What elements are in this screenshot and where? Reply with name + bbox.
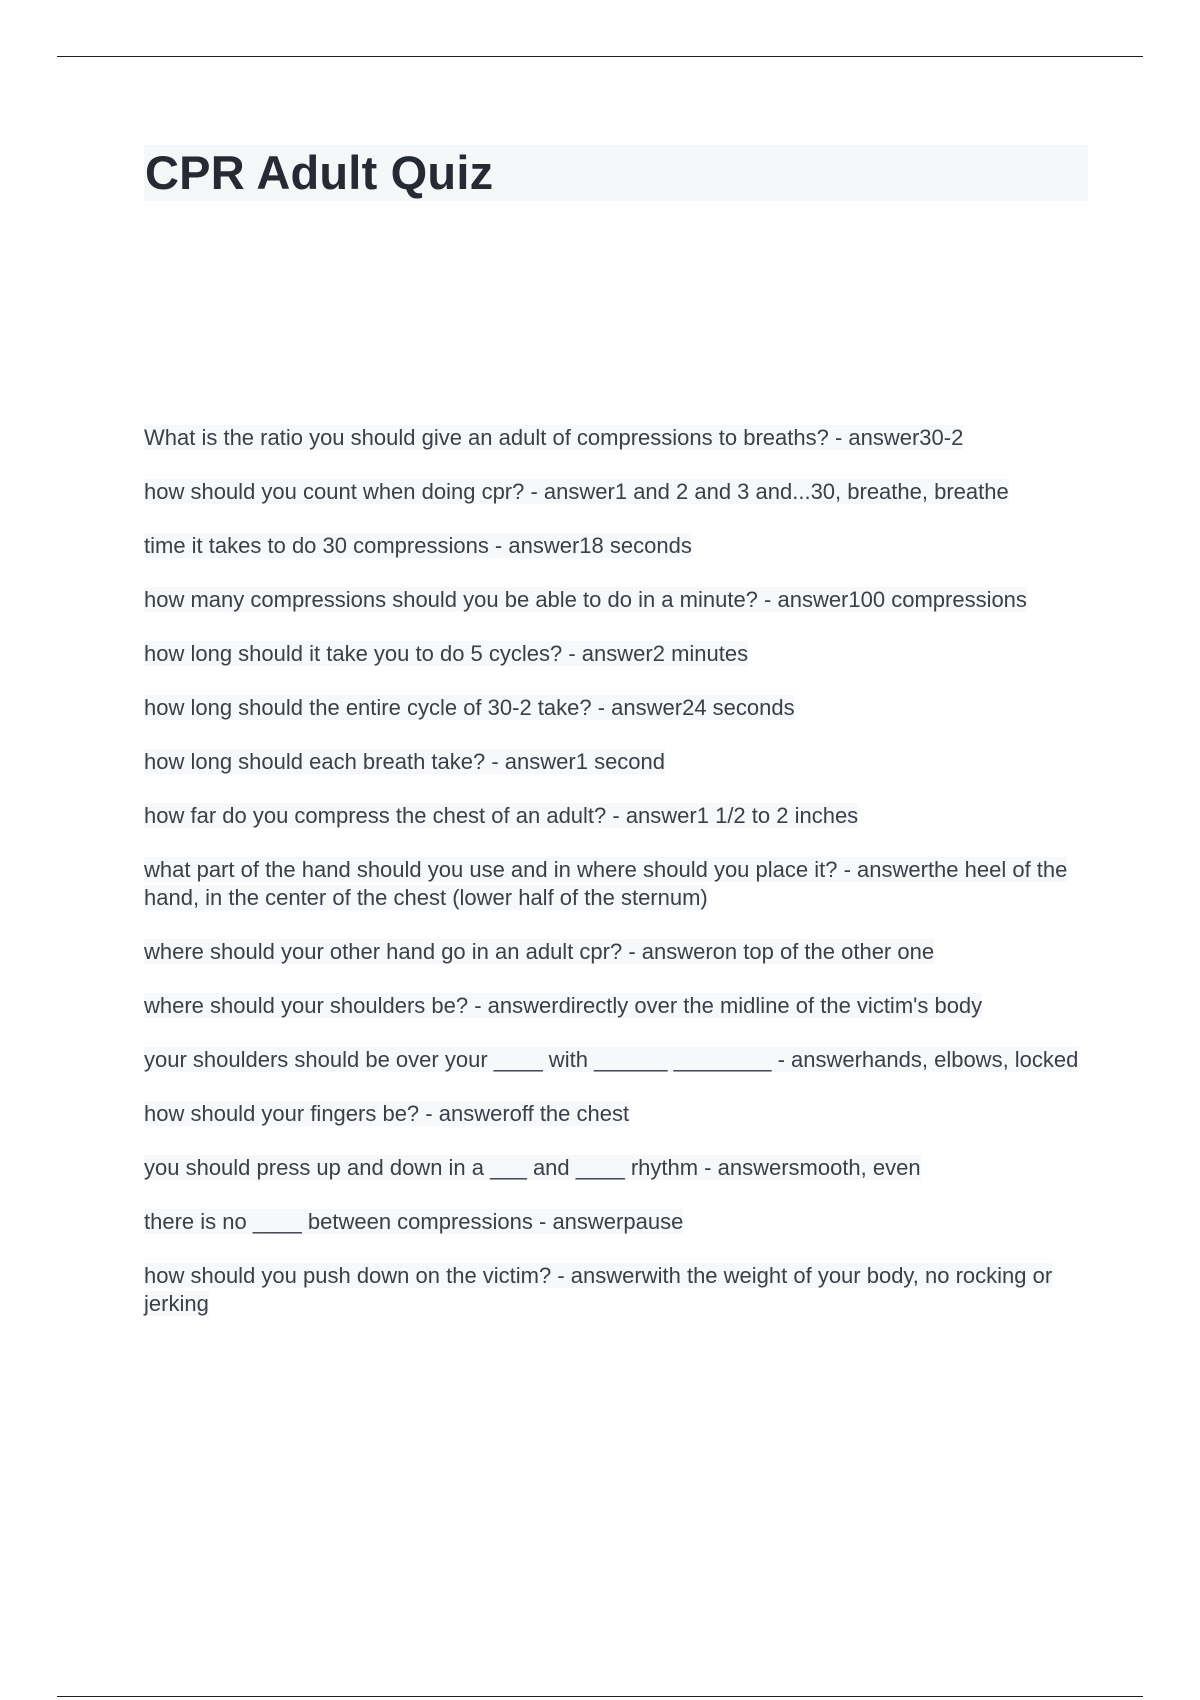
qa-item <box>144 424 1088 452</box>
qa-item <box>144 640 1088 668</box>
qa-item <box>144 856 1088 912</box>
qa-text: there is no ____ between compressions - answerpause <box>144 1209 684 1234</box>
qa-item <box>144 1262 1088 1318</box>
qa-text: What is the ratio you should give an adult of compressions to breaths? - answer30-2 <box>144 425 964 450</box>
qa-item <box>144 938 1088 966</box>
top-rule <box>57 56 1143 57</box>
bottom-rule <box>57 1696 1143 1697</box>
qa-item <box>144 748 1088 776</box>
document-title: CPR Adult Quiz <box>145 146 494 199</box>
qa-text: how long should it take you to do 5 cycles? - answer2 minutes <box>144 641 749 666</box>
qa-list <box>144 424 1088 1344</box>
qa-text: what part of the hand should you use and in where should you place it? - answerthe heel of the hand, in the center of the chest (lower half of the sternum) <box>144 857 1068 910</box>
qa-item <box>144 1154 1088 1182</box>
qa-item <box>144 1208 1088 1236</box>
qa-item <box>144 802 1088 830</box>
qa-item <box>144 1100 1088 1128</box>
qa-text: how long should the entire cycle of 30-2 take? - answer24 seconds <box>144 695 795 720</box>
qa-text: how should your fingers be? - answeroff the chest <box>144 1101 630 1126</box>
qa-text: how should you count when doing cpr? - answer1 and 2 and 3 and...30, breathe, breathe <box>144 479 1009 504</box>
qa-text: you should press up and down in a ___ and ____ rhythm - answersmooth, even <box>144 1155 921 1180</box>
qa-text: where should your other hand go in an adult cpr? - answeron top of the other one <box>144 939 935 964</box>
qa-text: how many compressions should you be able to do in a minute? - answer100 compressions <box>144 587 1027 612</box>
qa-item <box>144 586 1088 614</box>
qa-text: your shoulders should be over your ____ with ______ ________ - answerhands, elbows, locked <box>144 1047 1079 1072</box>
qa-item <box>144 478 1088 506</box>
qa-item <box>144 694 1088 722</box>
qa-text: how far do you compress the chest of an adult? - answer1 1/2 to 2 inches <box>144 803 859 828</box>
qa-item <box>144 1046 1088 1074</box>
title-block <box>144 145 1088 201</box>
qa-text: how should you push down on the victim? - answerwith the weight of your body, no rocking or jerking <box>144 1263 1053 1316</box>
qa-text: time it takes to do 30 compressions - answer18 seconds <box>144 533 692 558</box>
qa-text: how long should each breath take? - answer1 second <box>144 749 666 774</box>
qa-text: where should your shoulders be? - answerdirectly over the midline of the victim's body <box>144 993 983 1018</box>
qa-item <box>144 992 1088 1020</box>
qa-item <box>144 532 1088 560</box>
